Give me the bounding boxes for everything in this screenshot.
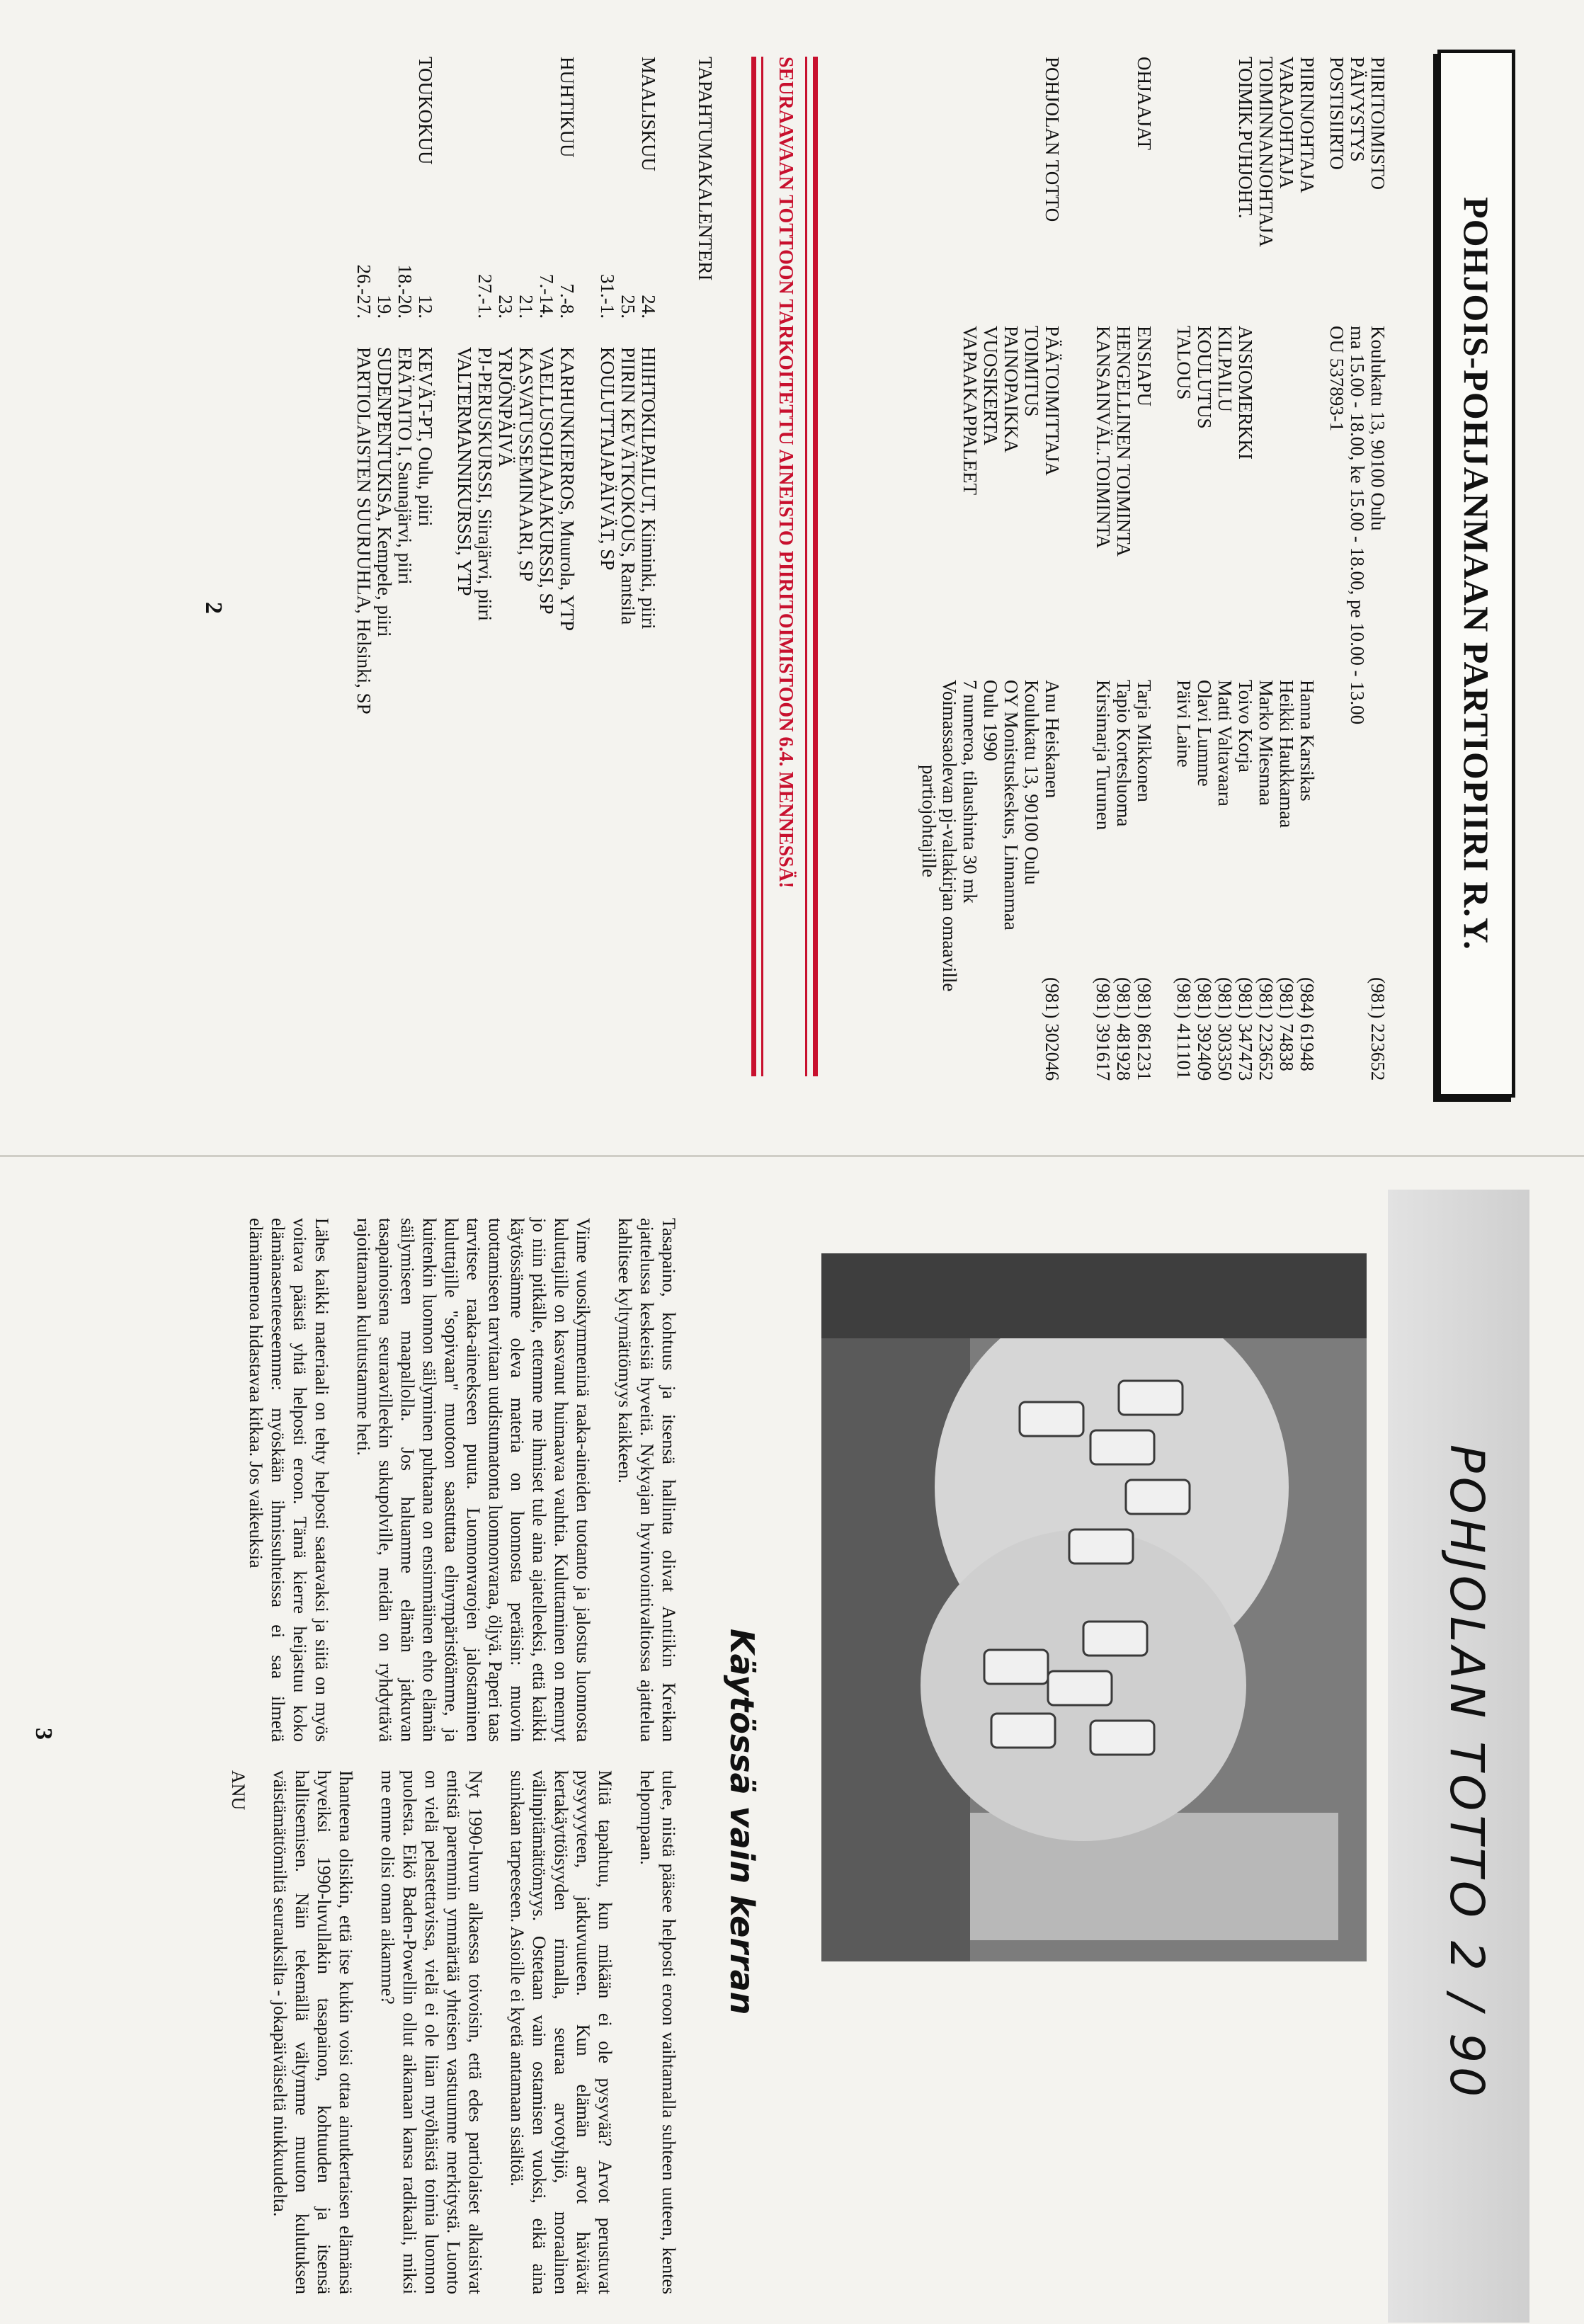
totto-role: TOIMITUS <box>1021 326 1042 417</box>
month-label: MAALISKUU <box>638 57 659 171</box>
ohjaaja-phone: (981) 861231 <box>1134 977 1155 1081</box>
page-number: 2 <box>200 602 227 614</box>
office-label: POSTISIIRTO <box>1326 57 1347 170</box>
photo-illustration <box>821 1253 1367 1961</box>
committee-role: KOULUTUS <box>1194 326 1215 429</box>
event-date: 12. <box>415 295 436 319</box>
month-label: HUHTIKUU <box>557 57 578 158</box>
article-paragraph: Mitä tapahtuu, kun mikään ei ole pysyvää? Arvot perustuvat pysyvyyteen, jatkuvuuteen. Kun elämän arvot häviävät kertakäyttöisyyden rinnalla, seuraa arvotyhjiö, moraalinen välinpitämättömyys. Ostetaan vain ostamisen vuoksi, eikä aina suinkaan tarpeeseen. Asioille ei kyetä antamaan sisältöä. <box>507 1770 615 2294</box>
ohjaaja-role: ENSIAPU <box>1134 326 1155 407</box>
ohjaaja-name: Tarja Mikkonen <box>1134 680 1155 802</box>
office-label: PIIRITOIMISTO <box>1367 57 1389 190</box>
official-name: Päivi Laine <box>1173 680 1195 768</box>
article-paragraph: tulee, niistä pääsee helposti eroon vaihtamalla suhteen uuteen, kentes helpompaan. <box>637 1770 679 2294</box>
official-phone: (981) 411101 <box>1173 977 1195 1080</box>
article-column-left <box>225 1218 680 1742</box>
event-name: ERÄTAITO I, Saunajärvi, piiri <box>394 347 416 585</box>
event-name: VALTERMANNIKURSSI, YTP <box>454 347 475 596</box>
event-name: PIIRIN KEVÄTKOKOUS, Rantsila <box>617 347 639 625</box>
totto-role: VUOSIKERTA <box>980 326 1001 445</box>
totto-value: Voimassaolevan pj-valtakirjan omaaville <box>939 680 960 992</box>
official-phone: (981) 223652 <box>1255 977 1277 1081</box>
article-paragraph: Tasapaino, kohtuus ja itsensä hallinta olivat Antiikin Kreikan ajattelussa keskeisiä hyveitä. Nykyajan hyvinvointivaltiossa ajattelua kahlitsee kyltymättömyys kaikkeen. <box>615 1218 679 1742</box>
official-name: Matti Valtavaara <box>1214 680 1236 807</box>
page-number: 3 <box>30 1728 57 1740</box>
official-phone: (981) 74838 <box>1276 977 1297 1071</box>
official-phone: (981) 347473 <box>1235 977 1256 1081</box>
page-fold <box>0 1155 1584 1157</box>
totto-value: Oulu 1990 <box>980 680 1001 761</box>
office-value: Koulukatu 13, 90100 Oulu <box>1367 326 1389 531</box>
article-paragraph: Ihanteena olisikin, että itse kukin voisi ottaa ainutkertaisen elämänsä hyveiksi 1990-luvullakin tasapainon, kohtuuden ja itsensä hallitsemisen. Näin tekemällä vältymme muuton kulutuksen väistämättömiltä seurauksilta - jokapäiväiseltä niukkuudelta. <box>270 1770 356 2294</box>
month-label: TOUKOKUU <box>415 57 436 165</box>
ohjaaja-phone: (981) 391617 <box>1093 977 1114 1081</box>
event-date: 25. <box>617 295 639 319</box>
article-column-right <box>207 1770 680 2294</box>
magazine-title: POHJOLAN TOTTO 2 / 90 <box>1440 1445 1494 2102</box>
red-rule-bottom <box>751 57 756 1076</box>
event-name: KEVÄT-PT, Oulu, piiri <box>415 347 436 527</box>
office-value: ma 15.00 - 18.00, ke 15.00 - 18.00, pe 10.00 - 13.00 <box>1347 326 1368 725</box>
totto-label: POHJOLAN TOTTO <box>1042 57 1063 222</box>
totto-phone: (981) 302046 <box>1042 977 1063 1081</box>
page-2-title-box <box>1437 50 1515 1098</box>
ohjaaja-name: Kirsimarja Turunen <box>1093 680 1114 831</box>
official-title: TOIMIK.PUHJOHT. <box>1235 57 1256 219</box>
official-title: PIIRINJOHTAJA <box>1297 57 1318 193</box>
article-headline: Käytössä vain kerran <box>723 1629 761 2015</box>
photo-cans <box>821 1253 1367 1961</box>
event-name: YRJÖNPÄIVÄ <box>495 347 516 467</box>
page-2-title: POHJOIS-POHJANMAAN PARTIOPIIRI R.Y. <box>1457 197 1496 950</box>
committee-role: TALOUS <box>1173 326 1195 400</box>
office-label: PÄIVYSTYS <box>1347 57 1368 162</box>
ohjaaja-role: HENGELLINEN TOIMINTA <box>1113 326 1134 557</box>
official-title: VARAJOHTAJA <box>1276 57 1297 189</box>
totto-value: Koulukatu 13, 90100 Oulu <box>1021 680 1042 885</box>
calendar-title: TAPAHTUMAKALENTERI <box>695 57 716 281</box>
article-signature: ANU <box>228 1770 249 1811</box>
event-name: KASVATUSSEMINAARI, SP <box>515 347 537 582</box>
official-name: Olavi Lumme <box>1194 680 1215 787</box>
ohjaajat-label: OHJAAJAT <box>1134 57 1155 151</box>
official-name: Heikki Haukkamaa <box>1276 680 1297 828</box>
totto-role: PAINOPAIKKA <box>1001 326 1022 453</box>
article-paragraph: Nyt 1990-luvun alkaessa toivoisin, että edes partiolaiset alkaisivat entistä paremmin ymmärtää yhteisen vastuumme merkitystä. Luonto on vielä pelastettavissa, vielä ei ole liian myöhäistä toimia luonnon puolesta. Eikö Baden-Powellin ollut aikanaan kansa radikaali, miksi me emme olisi oman aikamme? <box>377 1770 486 2294</box>
event-date: 21. <box>515 295 537 319</box>
event-name: VAELLUSOHJAAJAKURSSI, SP <box>536 347 557 615</box>
official-phone: (981) 303350 <box>1214 977 1236 1081</box>
event-name: HIIHTOKILPAILUT, Kiiminki, piiri <box>638 347 659 630</box>
event-name: KARHUNKIERROS, Muurola, YTP <box>557 347 578 632</box>
totto-value: partiojohtajille <box>918 765 940 877</box>
event-date: 19. <box>374 295 395 319</box>
office-value: OU 537893-1 <box>1326 326 1347 432</box>
official-title: TOIMINNANJOHTAJA <box>1255 57 1277 247</box>
official-name: Marko Miesmaa <box>1255 680 1277 806</box>
event-name: KOULUTTAJAPÄIVÄT, SP <box>597 347 618 571</box>
totto-value: Anu Heiskanen <box>1042 680 1063 799</box>
totto-value: OY Monistuskeskus, Linnanmaa <box>1001 680 1022 930</box>
official-name: Toivo Korja <box>1235 680 1256 773</box>
ohjaaja-name: Tapio Kortesluoma <box>1113 680 1134 827</box>
official-name: Hanna Karsikas <box>1297 680 1318 802</box>
event-date: 23. <box>495 295 516 319</box>
event-name: SUDENPENTUKISA, Kempele, piiri <box>374 347 395 637</box>
event-date: 24. <box>638 295 659 319</box>
article-paragraph: Viime vuosikymmeninä raaka-aineiden tuotanto ja jalostus luonnosta kuluttajille on kasvanut huimaavaa vauhtia. Kuluttaminen on mennyt jo niin pitkälle, ettemme me ihmiset tule aina ajatelleeksi, että kaikki käytössämme oleva materia on luonnosta peräisin: muovin tuottamiseen tarvitaan uudistumatonta luonnonvaraa, öljyä. Paperi taas tarvitsee raaka-aineekseen puuta. Luonnonvarojen jalostaminen kuluttajille "sopivaan" muotoon saastuttaa elinympäristöämme, ja kuitenkin luonnon säilyminen puhtaana on ensimmäinen ehto elämän säilymiseen maapallolla. Jos haluamme elämän jatkuvan tasapainoisena seuraavilleekin sukupolville, meidän on ryhdyttävä rajoittamaan kulutustamme heti. <box>353 1218 593 1742</box>
red-rule-bottom-thin <box>761 57 763 1076</box>
event-name: PARTIOLAISTEN SUURJUHLA, Helsinki, SP <box>353 347 375 714</box>
event-date: 26.-27. <box>353 264 375 319</box>
official-phone: (981) 392409 <box>1194 977 1215 1081</box>
deadline-notice: SEURAAVAAN TOTTOON TARKOITETTU AINEISTO PIIRITOIMISTOON 6.4. MENNESSÄ! <box>775 57 797 889</box>
ohjaaja-phone: (981) 481928 <box>1113 977 1134 1081</box>
red-rule-top <box>813 57 818 1076</box>
red-rule-top-thin <box>805 57 807 1076</box>
totto-role: PÄÄTOIMITTAJA <box>1042 326 1063 476</box>
totto-role: VAPAAKAPPALEET <box>959 326 981 496</box>
event-date: 31.-1. <box>597 274 618 319</box>
page-2 <box>0 28 1529 1161</box>
ohjaaja-role: KANSAINVÄL.TOIMINTA <box>1093 326 1114 549</box>
official-phone: (984) 61948 <box>1297 977 1318 1071</box>
event-date: 7.-14. <box>536 274 557 319</box>
event-name: PJ-PERUSKURSSI, Siirajärvi, piiri <box>474 347 496 622</box>
event-date: 18.-20. <box>394 264 416 319</box>
totto-value: 7 numeroa, tilaushinta 30 mk <box>959 680 981 904</box>
committee-role: KILPAILU <box>1214 326 1236 413</box>
page-3 <box>0 1190 1529 2323</box>
article-paragraph: Lähes kaikki materiaali on tehty helposti saatavaksi ja siitä on myös voitava päästä yhtä helposti eroon. Tämä kierre heijastuu koko elämänasenteeseemme: myöskään ihmissuhteissa ei saa ilmetä elämänmenoa hidastavaa kitkaa. Jos vaikeuksia <box>246 1218 332 1742</box>
event-date: 7.-8. <box>557 283 578 319</box>
committee-role: ANSIOMERKKI <box>1235 326 1256 460</box>
office-phone: (981) 223652 <box>1367 977 1389 1081</box>
event-date: 27.-1. <box>474 274 496 319</box>
